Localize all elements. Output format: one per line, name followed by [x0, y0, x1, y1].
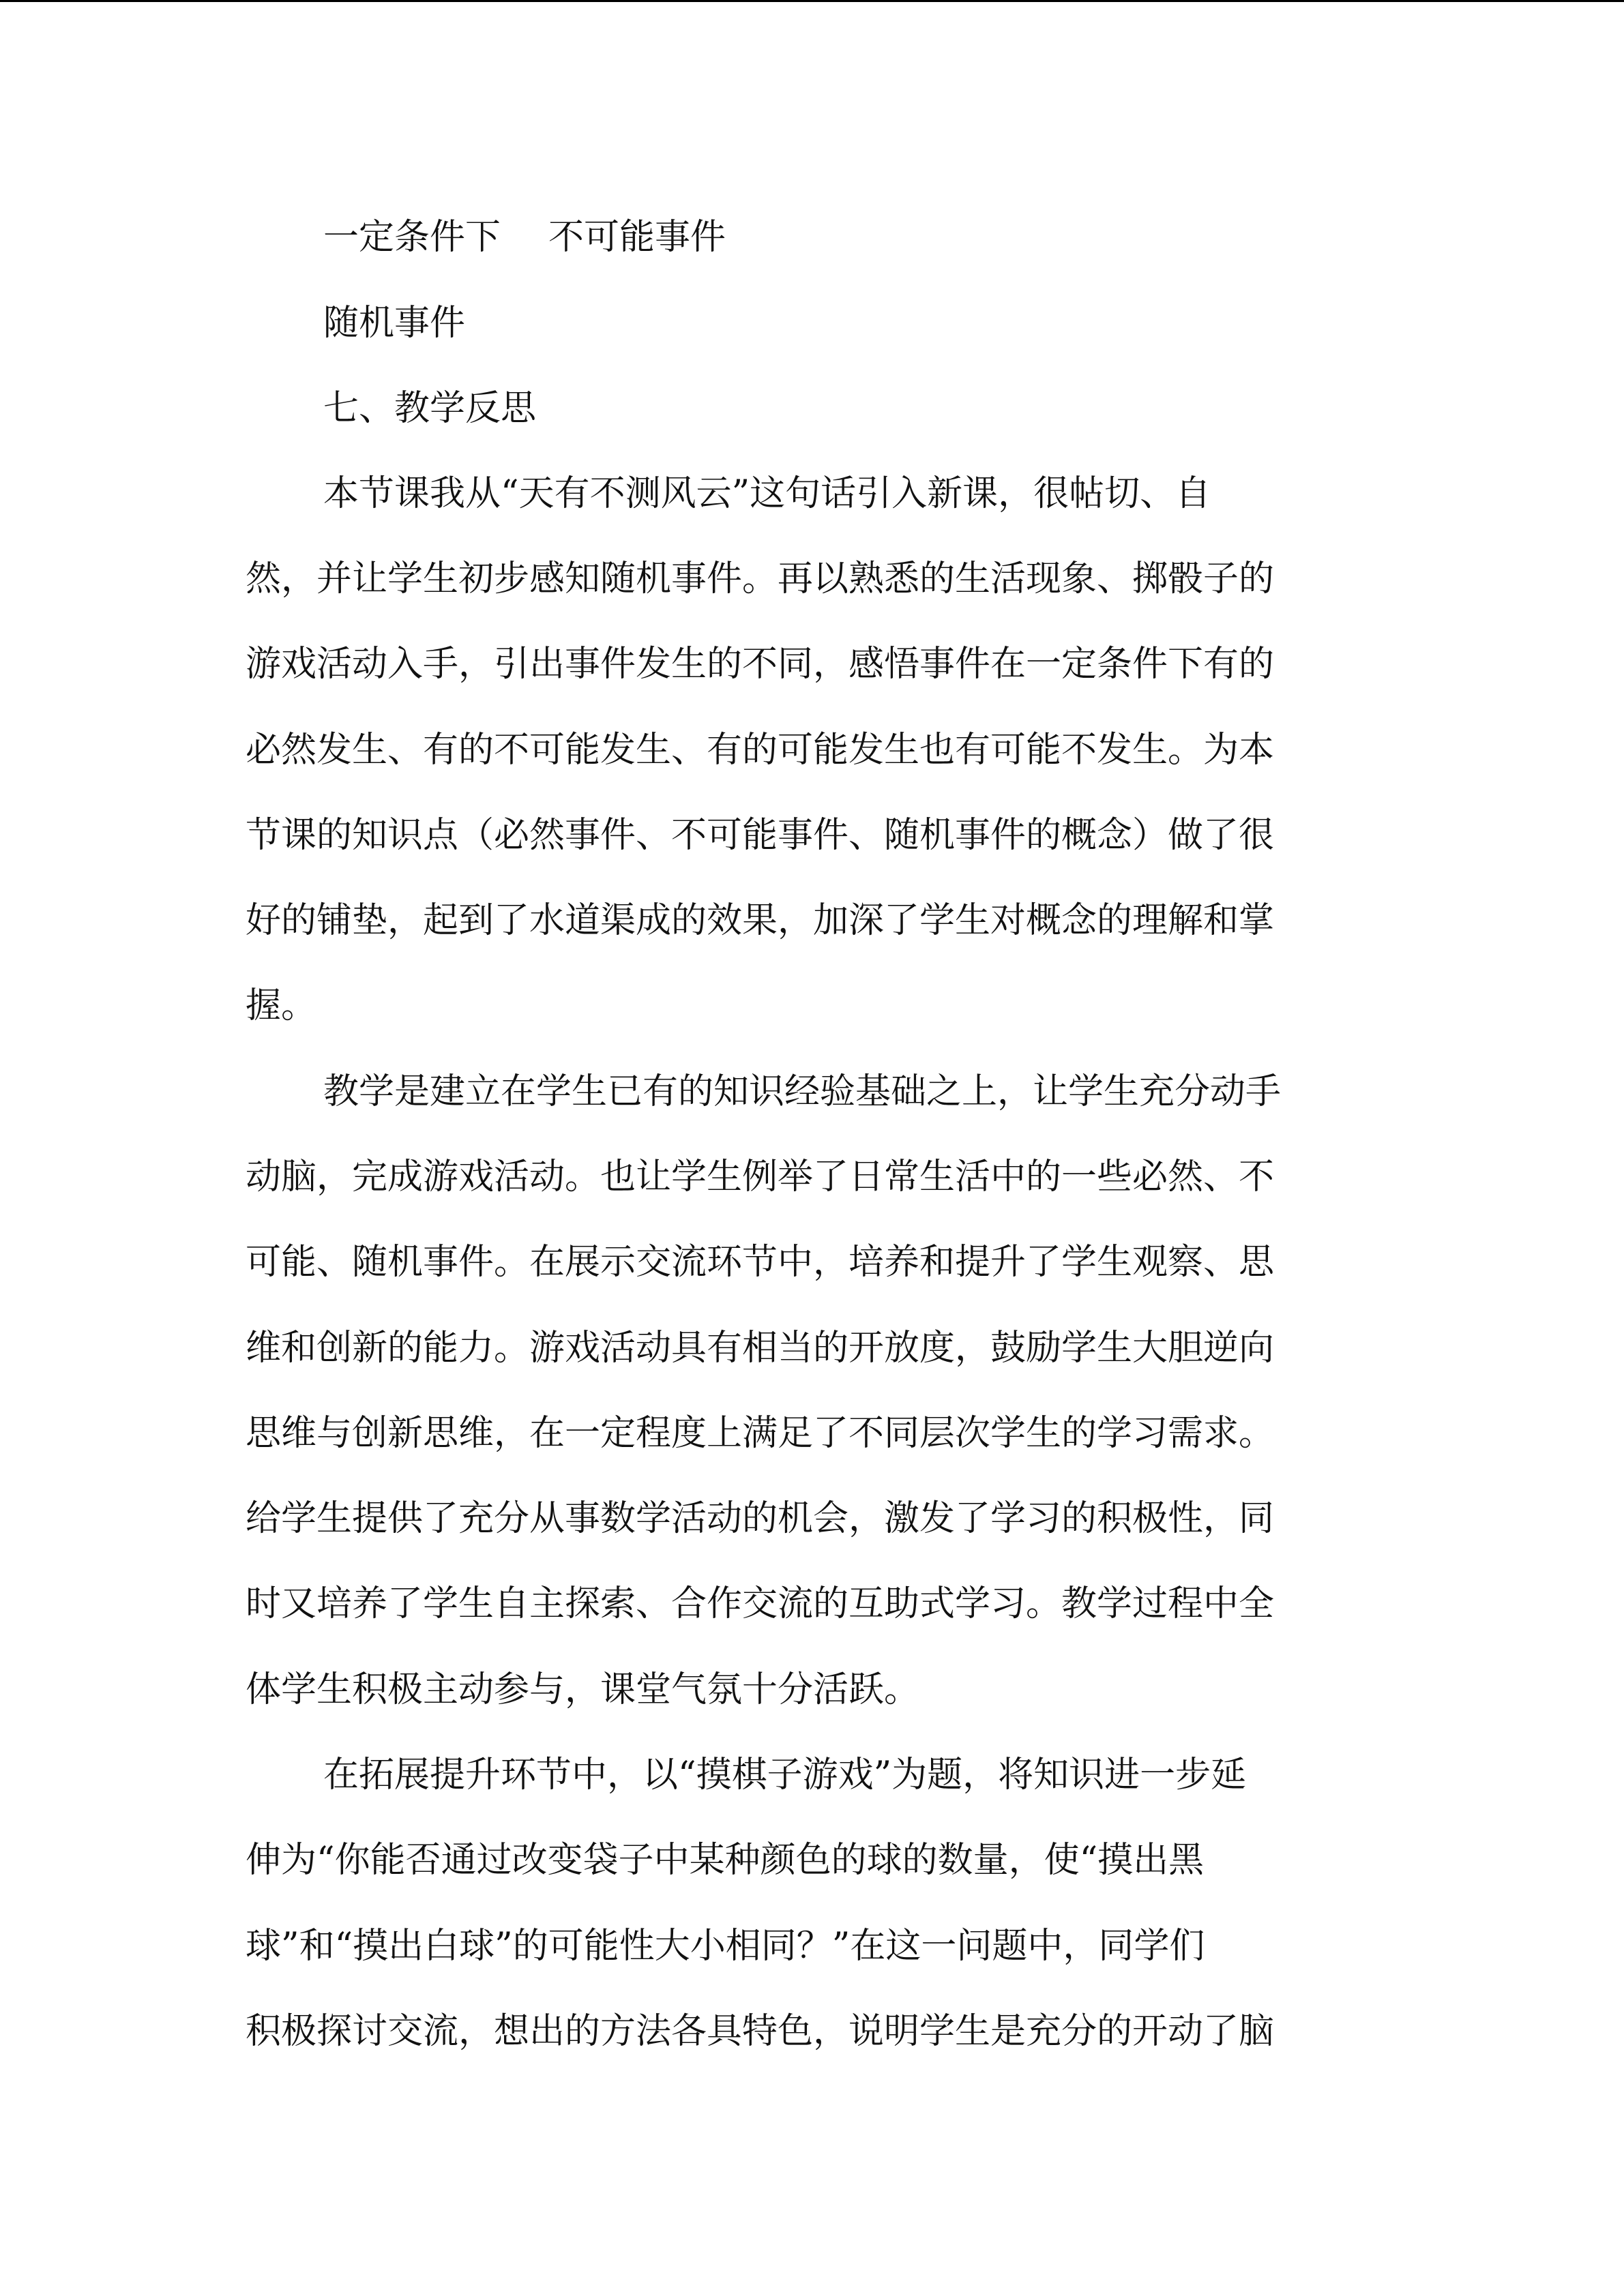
paragraph-1-line-1: 本节课我从“天有不测风云”这句话引入新课，很帖切、自	[323, 473, 1211, 514]
paragraph-1-line-5: 节课的知识点（必然事件、不可能事件、随机事件的概念）做了很	[246, 815, 1275, 856]
heading-line-conditions	[323, 215, 1442, 259]
paragraph-2-line-5: 思维与创新思维，在一定程度上满足了不同层次学生的学习需求。	[246, 1413, 1275, 1454]
paragraph-3-line-4: 积极探讨交流，想出的方法各具特色，说明学生是充分的开动了脑	[246, 2011, 1275, 2052]
paragraph-2-line-3: 可能、随机事件。在展示交流环节中，培养和提升了学生观察、思	[246, 1242, 1275, 1283]
paragraph-1-line-7: 握。	[246, 985, 317, 1026]
paragraph-2-line-1: 教学是建立在学生已有的知识经验基础之上，让学生充分动手	[323, 1071, 1282, 1112]
paragraph-2-line-8: 体学生积极主动参与，课堂气氛十分活跃。	[246, 1669, 920, 1710]
paragraph-1-line-3: 游戏活动入手，引出事件发生的不同，感悟事件在一定条件下有的	[246, 644, 1275, 685]
impossible-event-label: 不可能事件	[548, 217, 726, 258]
paragraph-1-line-6: 好的铺垫，起到了水道渠成的效果，加深了学生对概念的理解和掌	[246, 900, 1275, 941]
paragraph-3-line-2: 伸为“你能否通过改变袋子中某种颜色的球的数量，使“摸出黑	[246, 1840, 1205, 1881]
section-heading-reflection: 七、教学反思	[323, 388, 537, 429]
paragraph-2-line-2: 动脑，完成游戏活动。也让学生例举了日常生活中的一些必然、不	[246, 1157, 1275, 1197]
paragraph-3-line-3: 球”和“摸出白球”的可能性大小相同？”在这一问题中，同学们	[246, 1926, 1205, 1967]
paragraph-2-line-7: 时又培养了学生自主探索、合作交流的互助式学习。教学过程中全	[246, 1583, 1275, 1624]
paragraph-2-line-4: 维和创新的能力。游戏活动具有相当的开放度，鼓励学生大胆逆向	[246, 1328, 1275, 1369]
heading-line-random-event: 随机事件	[323, 303, 466, 344]
paragraph-1-line-2: 然，并让学生初步感知随机事件。再以熟悉的生活现象、掷骰子的	[246, 558, 1275, 599]
paragraph-3-line-1: 在拓展提升环节中，以“摸棋子游戏”为题，将知识进一步延	[323, 1755, 1247, 1795]
paragraph-2-line-6: 给学生提供了充分从事数学活动的机会，激发了学习的积极性，同	[246, 1498, 1275, 1539]
paragraph-1-line-4: 必然发生、有的不可能发生、有的可能发生也有可能不发生。为本	[246, 730, 1275, 771]
condition-label: 一定条件下	[323, 217, 501, 258]
